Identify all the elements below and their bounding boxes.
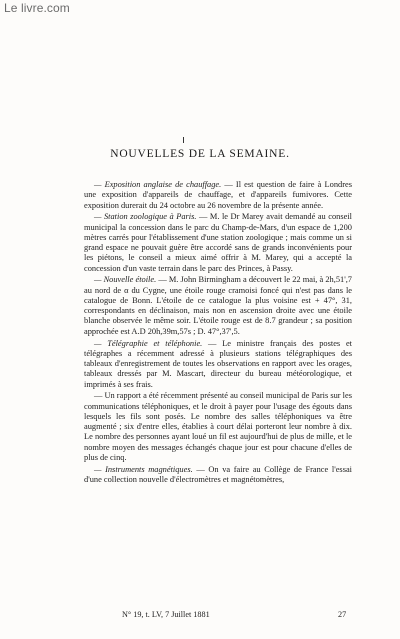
issue-reference: N° 19, t. LV, 7 Juillet 1881 xyxy=(122,610,210,619)
news-item xyxy=(84,275,352,337)
news-item xyxy=(84,391,352,463)
news-item xyxy=(84,339,352,390)
news-item xyxy=(84,465,352,486)
page-number: 27 xyxy=(338,610,347,619)
news-item-text: — Il est question de faire à Londres une exposition d'appareils de chauffage, et d'appareils fumivores. Cette exposition durerait du 24 octobre au 26 novembre de la présente année. xyxy=(84,180,352,210)
section-title: NOUVELLES DE LA SEMAINE. xyxy=(110,148,290,160)
news-item-heading: — Station zoologique à Paris. xyxy=(94,212,197,222)
site-watermark: Le livre.com xyxy=(4,1,70,15)
news-item-heading: — Instruments magnétiques. xyxy=(94,464,193,474)
news-item-text: — M. le Dr Marey avait demandé au conseil municipal la concession dans le parc du Champ-de-Mars, d'un espace de 1,200 mètres carrés pour l'établissement d'une station zoologique ; mais comme un si grand espace ne pouvait guère être accordé sans de grands inconvénients pour les piétons, le conseil a mieux aimé offrir à M. Marey, qui a accepté la concession d'un vaste terrain dans le parc des Princes, à Passy. xyxy=(84,212,352,273)
news-item-heading: — Télégraphie et téléphonie. xyxy=(94,338,203,348)
news-item xyxy=(84,180,352,211)
news-item-heading: — Exposition anglaise de chauffage. xyxy=(94,180,222,189)
news-item-text: — Un rapport a été récemment présenté au conseil municipal de Paris sur les communications téléphoniques, et le droit à payer pour l'usage des égouts dans lesquels les fils sont posés. Le nombre des salles téléphoniques va être augmenté ; six d'entre elles, établies à court délai porteront leur nombre à dix. Le nombre des personnes ayant loué un fil est aujourd'hui de plus de mille, et le nombre moyen des messages échangés chaque jour est pour chacune d'elles de plus de cinq. xyxy=(84,391,352,462)
news-item-heading: — Nouvelle étoile. xyxy=(94,275,157,285)
news-item-text: — Le ministre français des postes et télégraphes a récemment adressé à plusieurs stations télégraphiques des tableaux d'enregistrement de toutes les observations en rapport avec les orages, tableaux dressés par M. Mascart, directeur du bureau météorologique, et imprimés à ses frais. xyxy=(84,338,352,389)
news-item xyxy=(84,212,352,274)
article-body xyxy=(84,180,352,487)
news-item-text: — On va faire au Collège de France l'essai d'une collection nouvelle d'électromètres et magnétomètres, xyxy=(84,464,352,484)
news-item-text: — M. John Birmingham a découvert le 22 mai, à 2h,51',7 au nord de α du Cygne, une étoile rouge cramoisi foncé qui n'est pas dans le catalogue de Bonn. L'étoile de ce catalogue la plus voisine est + 47°, 31, correspondants en déclinaison, mais non en ascension droite avec une étoile blanche observée le même soir. L'étoile rouge est de 8.7 grandeur ; sa position approchée est A.D 20h,39m,57s ; D. 47°,37',5. xyxy=(84,275,352,336)
print-mark xyxy=(183,137,184,143)
